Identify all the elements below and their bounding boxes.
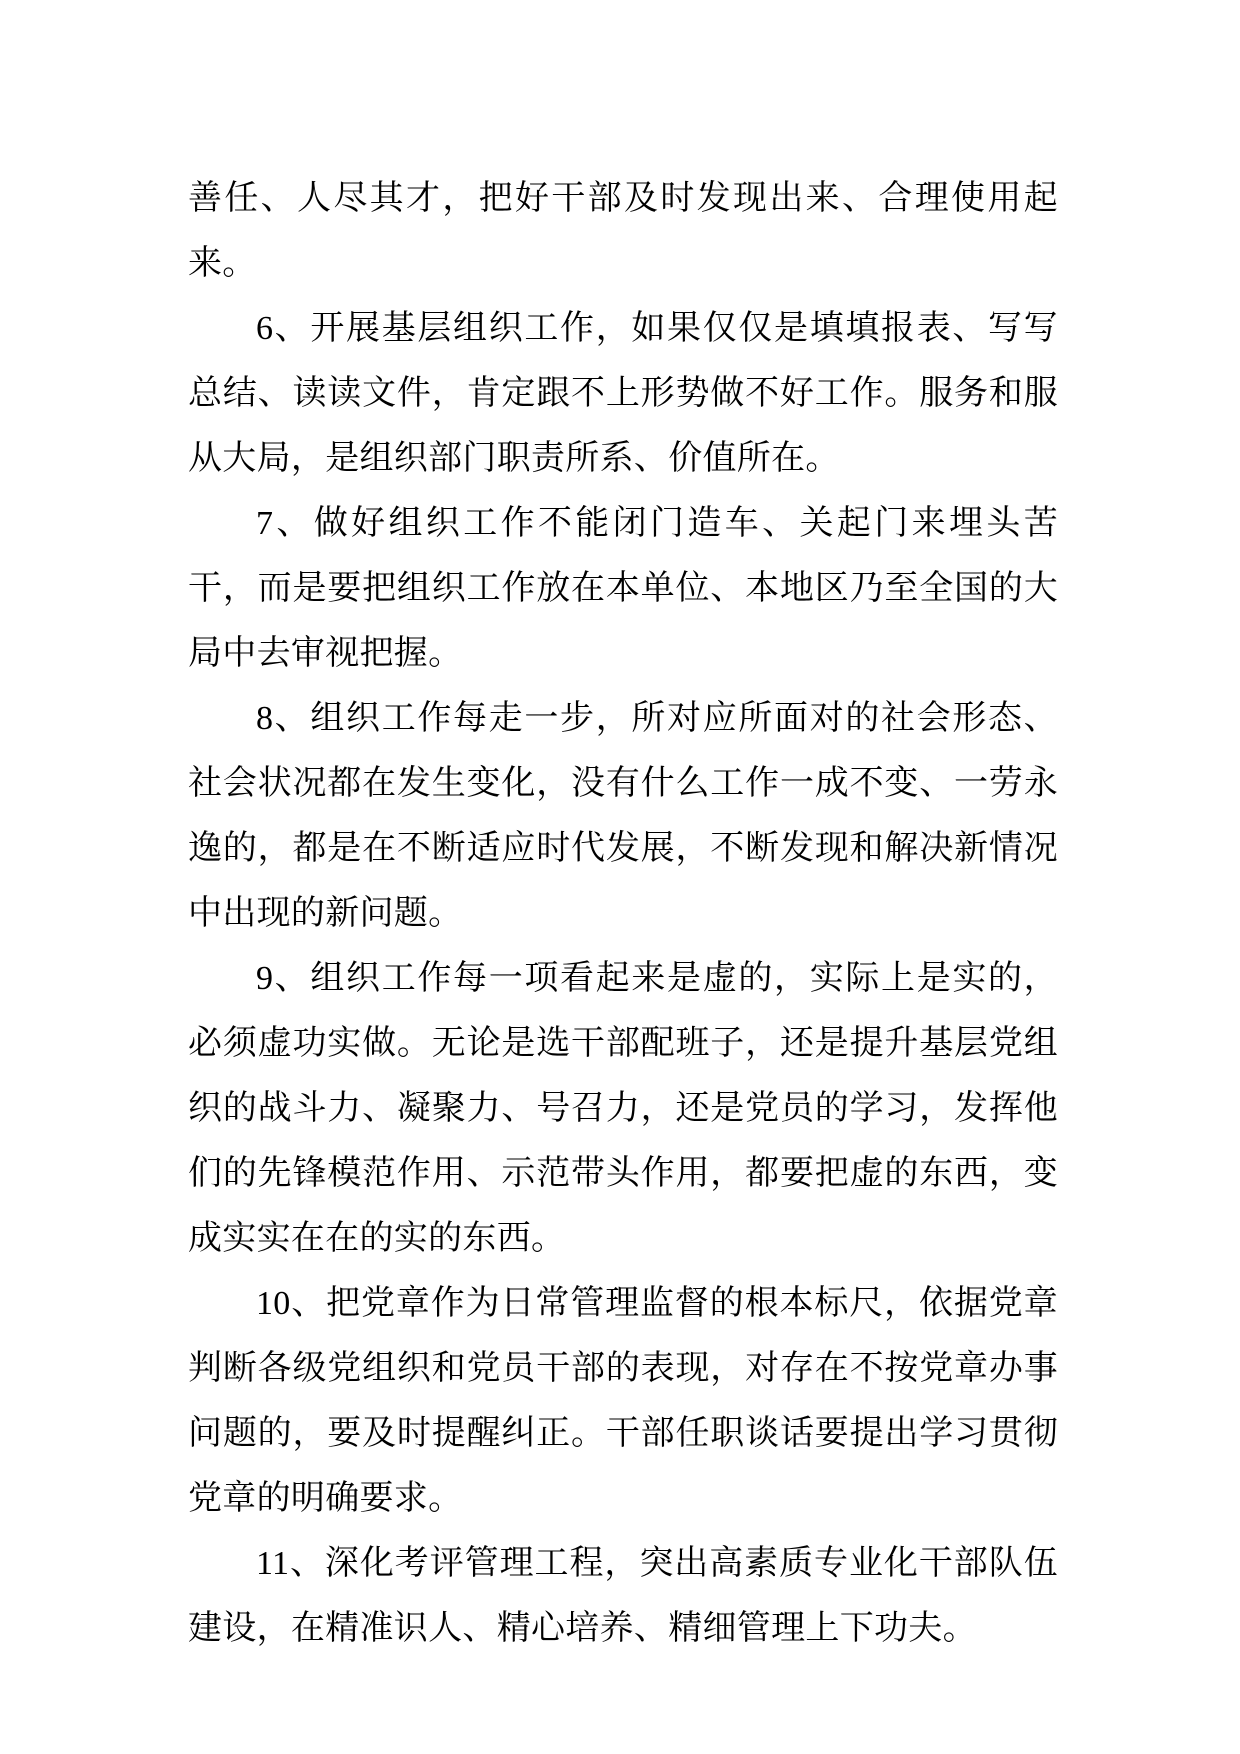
item-text: 组织工作每走一步，所对应所面对的社会形态、社会状况都在发生变化，没有什么工作一成不变、一劳永逸的，都是在不断适应时代发展，不断发现和解决新情况中出现的新问题。 bbox=[188, 698, 1058, 933]
item-text: 开展基层组织工作，如果仅仅是填填报表、写写总结、读读文件，肯定跟不上形势做不好工作。服务和服从大局，是组织部门职责所系、价值所在。 bbox=[188, 308, 1058, 478]
item-text: 深化考评管理工程，突出高素质专业化干部队伍建设，在精准识人、精心培养、精细管理上下功夫。 bbox=[188, 1543, 1058, 1648]
item-number: 7 bbox=[256, 505, 274, 542]
item-separator: 、 bbox=[273, 503, 314, 543]
item-number: 10 bbox=[256, 1285, 291, 1322]
continuation-paragraph: 善任、人尽其才，把好干部及时发现出来、合理使用起来。 bbox=[188, 178, 1058, 283]
item-separator: 、 bbox=[273, 308, 311, 348]
item-text: 组织工作每一项看起来是虚的，实际上是实的，必须虚功实做。无论是选干部配班子，还是提升基层党组织的战斗力、凝聚力、号召力，还是党员的学习，发挥他们的先锋模范作用、示范带头作用，都要把虚的东西，变成实实在在的实的东西。 bbox=[188, 958, 1058, 1258]
item-separator: 、 bbox=[289, 1543, 325, 1583]
list-item bbox=[188, 296, 1058, 491]
list-item bbox=[188, 1531, 1058, 1661]
list-item bbox=[188, 686, 1058, 946]
list-item bbox=[188, 491, 1058, 686]
item-text: 把党章作为日常管理监督的根本标尺，依据党章判断各级党组织和党员干部的表现，对存在不按党章办事问题的，要及时提醒纠正。干部任职谈话要提出学习贯彻党章的明确要求。 bbox=[188, 1283, 1058, 1518]
item-separator: 、 bbox=[273, 958, 311, 998]
item-number: 11 bbox=[256, 1545, 290, 1582]
item-number: 9 bbox=[256, 960, 274, 997]
item-number: 6 bbox=[256, 310, 274, 347]
list-item bbox=[188, 946, 1058, 1271]
item-number: 8 bbox=[256, 700, 274, 737]
item-text: 做好组织工作不能闭门造车、关起门来埋头苦干，而是要把组织工作放在本单位、本地区乃至全国的大局中去审视把握。 bbox=[188, 503, 1058, 673]
list-item bbox=[188, 1271, 1058, 1531]
item-separator: 、 bbox=[290, 1283, 327, 1323]
document-page bbox=[188, 166, 1058, 1661]
item-separator: 、 bbox=[273, 698, 311, 738]
